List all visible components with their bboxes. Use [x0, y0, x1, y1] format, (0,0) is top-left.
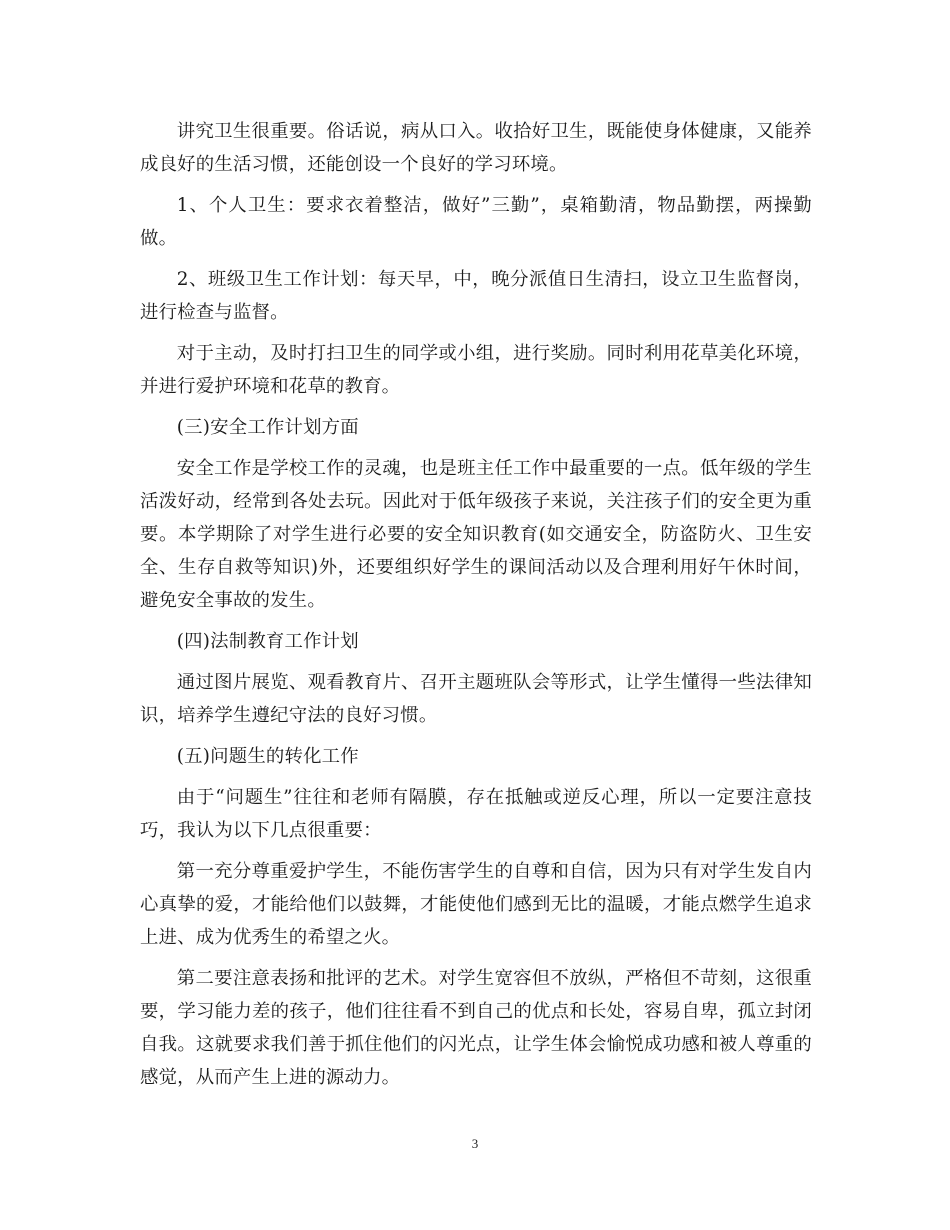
heading-legal-education: (四)法制教育工作计划 — [176, 631, 359, 652]
paragraph-problem-students-intro: 由于“问题生”往往和老师有隔膜，存在抵触或逆反心理，所以一定要注意技巧，我认为以下几点很重要： — [140, 787, 812, 841]
paragraph-respect-students: 第一充分尊重爱护学生，不能伤害学生的自尊和自信，因为只有对学生发自内心真挚的爱，才能给他们以鼓舞，才能使他们感到无比的温暖，才能点燃学生追求上进、成为优秀生的希望之火。 — [140, 861, 812, 948]
paragraph-class-hygiene-plan: 2、班级卫生工作计划：每天早，中，晚分派值日生清扫，设立卫生监督岗，进行检查与监督。 — [140, 269, 812, 323]
paragraph-hygiene-intro: 讲究卫生很重要。俗话说，病从口入。收拾好卫生，既能使身体健康，又能养成良好的生活习惯，还能创设一个良好的学习环境。 — [140, 121, 812, 175]
document-body — [140, 115, 812, 1102]
paragraph-praise-criticism: 第二要注意表扬和批评的艺术。对学生宽容但不放纵，严格但不苛刻，这很重要，学习能力差的孩子，他们往往看不到自己的优点和长处，容易自卑，孤立封闭自我。这就要求我们善于抓住他们的闪光点，让学生体会愉悦成功感和被人尊重的感觉，从而产生上进的源动力。 — [140, 968, 812, 1088]
paragraph-hygiene-reward: 对于主动，及时打扫卫生的同学或小组，进行奖励。同时利用花草美化环境，并进行爱护环境和花草的教育。 — [140, 343, 812, 397]
paragraph-personal-hygiene: 1、个人卫生：要求衣着整洁，做好”三勤”，桌箱勤清，物品勤摆，两操勤做。 — [140, 195, 812, 249]
heading-safety-plan: (三)安全工作计划方面 — [176, 417, 359, 438]
paragraph-safety-work: 安全工作是学校工作的灵魂，也是班主任工作中最重要的一点。低年级的学生活泼好动，经常到各处去玩。因此对于低年级孩子来说，关注孩子们的安全更为重要。本学期除了对学生进行必要的安全知识教育(如交通安全，防盗防火、卫生安全、生存自救等知识)外，还要组织好学生的课间活动以及合理利用好午休时间，避免安全事故的发生。 — [140, 458, 812, 611]
heading-problem-students: (五)问题生的转化工作 — [176, 746, 359, 767]
page-number: 3 — [471, 1136, 479, 1151]
paragraph-legal-education: 通过图片展览、观看教育片、召开主题班队会等形式，让学生懂得一些法律知识，培养学生遵纪守法的良好习惯。 — [140, 672, 812, 726]
